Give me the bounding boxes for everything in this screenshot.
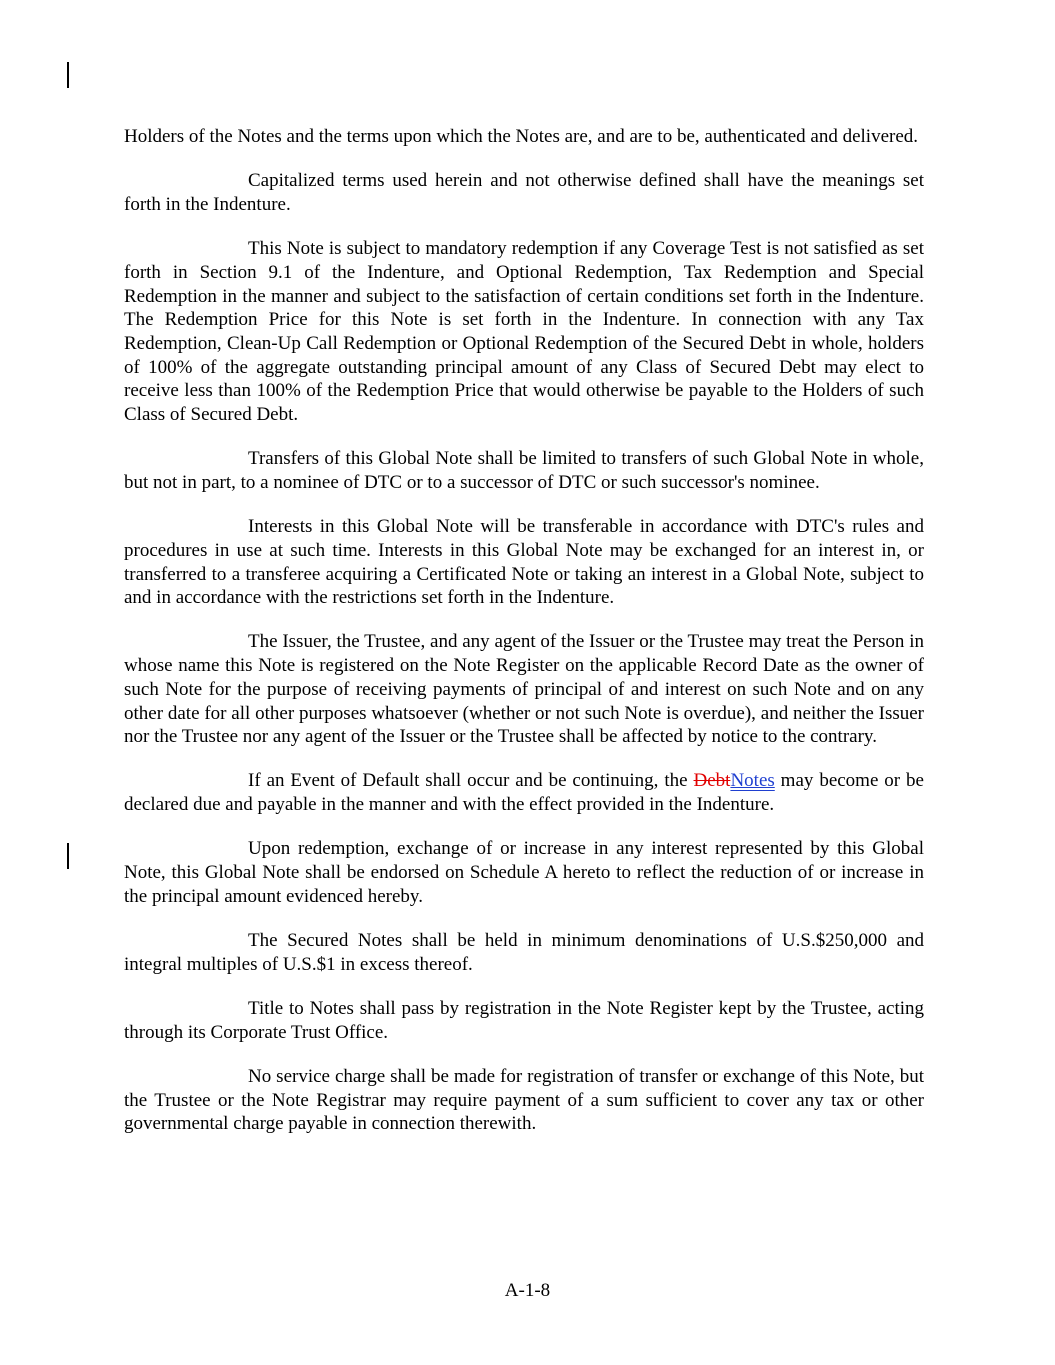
paragraph: This Note is subject to mandatory redemption if any Coverage Test is not satisfied as set forth in Section 9.1 of the Indenture, and Optional Redemption, Tax Redemption and Special Redemption in the manner and subject to the satisfaction of certain conditions set forth in the Indenture. The Redemption Price for this Note is set forth in the Indenture. In connection with any Tax Redemption, Clean-Up Call Redemption or Optional Redemption of the Secured Debt in whole, holders of 100% of the aggregate outstanding principal amount of any Class of Secured Debt may elect to receive less than 100% of the Redemption Price that would otherwise be payable to the Holders of such Class of Secured Debt. (124, 238, 924, 426)
change-bar-top (67, 62, 69, 88)
paragraph: Capitalized terms used herein and not otherwise defined shall have the meanings set forth in the Indenture. (124, 170, 924, 215)
text: may become or be declared due and payable in the manner and with the effect provided in the Indenture. (124, 770, 924, 816)
paragraph: Upon redemption, exchange of or increase in any interest represented by this Global Note, this Global Note shall be endorsed on Schedule A hereto to reflect the reduction of or increase in the principal amount evidenced hereby. (124, 838, 924, 907)
change-bar-redline (67, 843, 69, 869)
paragraph: Transfers of this Global Note shall be limited to transfers of such Global Note in whole, but not in part, to a nominee of DTC or to a successor of DTC or such successor's nominee. (124, 448, 924, 493)
inserted-text: Notes (730, 770, 775, 792)
page-number: A-1-8 (504, 1280, 551, 1301)
text: If an Event of Default shall occur and be continuing, the (248, 770, 694, 792)
document-body (124, 125, 924, 1156)
paragraph: The Issuer, the Trustee, and any agent of the Issuer or the Trustee may treat the Person in whose name this Note is registered on the Note Register on the applicable Record Date as the owner of such Note for the purpose of receiving payments of principal of and interest on such Note and on any other date for all other purposes whatsoever (whether or not such Note is overdue), and neither the Issuer nor the Trustee nor any agent of the Issuer or the Trustee shall be affected by notice to the contrary. (124, 631, 924, 748)
paragraph: Interests in this Global Note will be transferable in accordance with DTC's rules and procedures in use at such time. Interests in this Global Note may be exchanged for an interest in, or transferred to a transferee acquiring a Certificated Note or taking an interest in a Global Note, subject to and in accordance with the restrictions set forth in the Indenture. (124, 516, 924, 609)
paragraph: Title to Notes shall pass by registration in the Note Register kept by the Trustee, acting through its Corporate Trust Office. (124, 997, 924, 1043)
paragraph: The Secured Notes shall be held in minimum denominations of U.S.$250,000 and integral multiples of U.S.$1 in excess thereof. (124, 929, 924, 975)
deleted-text: Debt (693, 770, 731, 792)
paragraph: No service charge shall be made for registration of transfer or exchange of this Note, but the Trustee or the Note Registrar may require payment of a sum sufficient to cover any tax or other governmental charge payable in connection therewith. (124, 1065, 924, 1135)
redline-paragraph (124, 769, 924, 816)
paragraph: Holders of the Notes and the terms upon which the Notes are, and are to be, authenticated and delivered. (124, 126, 919, 147)
